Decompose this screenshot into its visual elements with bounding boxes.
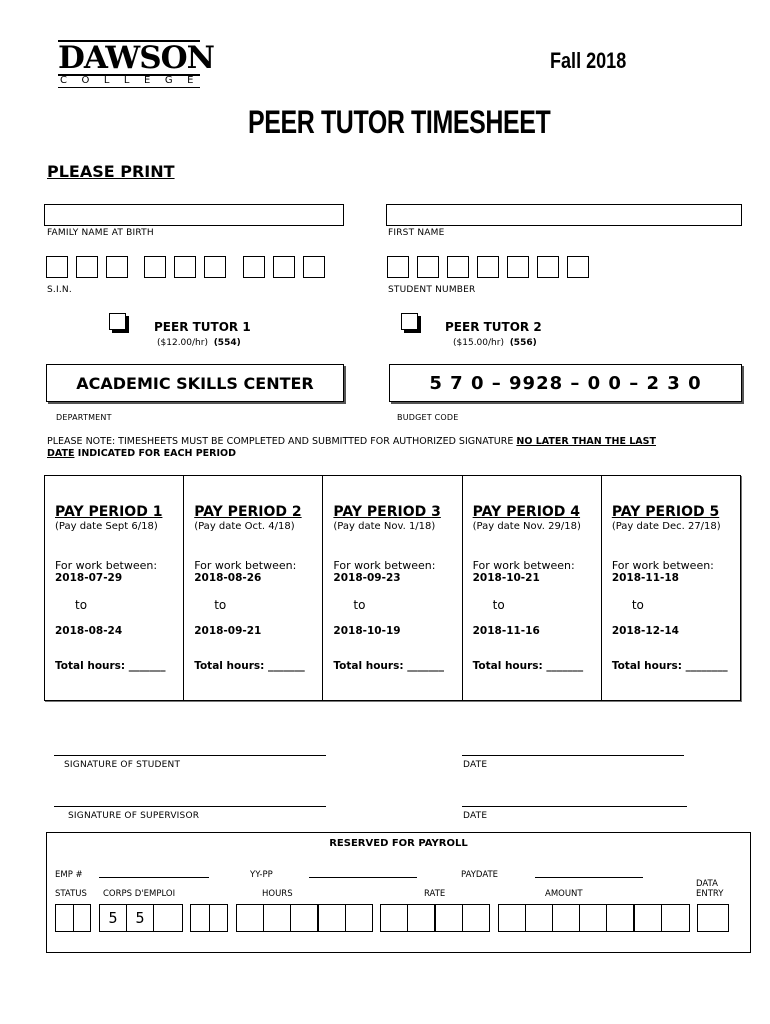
hours-box[interactable]	[291, 905, 319, 931]
work-between-label: For work between:	[55, 559, 158, 572]
student-number-label: STUDENT NUMBER	[388, 285, 476, 295]
emp-number-label: EMP #	[55, 870, 83, 880]
sin-digit-box[interactable]	[273, 256, 295, 278]
status-box[interactable]	[56, 905, 74, 931]
peer-tutor-2-code: (556)	[509, 338, 537, 348]
hours-box[interactable]	[237, 905, 264, 931]
pay-date: (Pay date Dec. 27/18)	[611, 521, 721, 532]
note-text: PLEASE NOTE: TIMESHEETS MUST BE COMPLETED AND SUBMITTED FOR AUTHORIZED SIGNATURE	[47, 436, 517, 447]
paydate-line[interactable]	[535, 877, 643, 878]
pay-date: (Pay date Nov. 29/18)	[472, 521, 581, 532]
department-value: ACADEMIC SKILLS CENTER	[46, 364, 344, 402]
first-name-label: FIRST NAME	[388, 228, 445, 238]
work-between-label: For work between:	[194, 559, 297, 572]
rate-box[interactable]	[463, 905, 489, 931]
note-emphasis-2: DATE	[47, 448, 75, 459]
sin-digit-box[interactable]	[46, 256, 68, 278]
corps-emploi-extra-boxes	[190, 904, 228, 932]
family-name-input[interactable]	[44, 204, 344, 226]
peer-tutor-1-code: (554)	[213, 338, 241, 348]
work-between-label: For work between:	[472, 559, 575, 572]
total-hours-field[interactable]: Total hours: _______	[194, 660, 305, 672]
peer-tutor-1-rate-value: ($12.00/hr)	[157, 338, 208, 348]
supervisor-date-line[interactable]	[462, 806, 687, 807]
corps-emploi-box: 5	[100, 905, 127, 931]
peer-tutor-2-checkbox[interactable]	[401, 313, 418, 330]
paydate-label: PAYDATE	[461, 870, 499, 880]
period-end-date: 2018-10-19	[333, 625, 401, 637]
amount-label: AMOUNT	[545, 889, 583, 899]
pay-periods-table	[44, 475, 741, 701]
peer-tutor-1-checkbox[interactable]	[109, 313, 126, 330]
student-number-digit-box[interactable]	[387, 256, 409, 278]
total-hours-field[interactable]: Total hours: _______	[55, 660, 166, 672]
student-date-line[interactable]	[462, 755, 684, 756]
pay-period-title: PAY PERIOD 4	[472, 504, 581, 520]
pay-period-title: PAY PERIOD 3	[333, 504, 441, 520]
peer-tutor-2-label: PEER TUTOR 2	[445, 320, 542, 334]
sin-digit-box[interactable]	[303, 256, 325, 278]
sin-digit-box[interactable]	[204, 256, 226, 278]
sin-digit-box[interactable]	[174, 256, 196, 278]
work-between-label: For work between:	[333, 559, 436, 572]
note-suffix: INDICATED FOR EACH PERIOD	[74, 448, 236, 459]
rate-box[interactable]	[408, 905, 436, 931]
pay-period-2	[184, 476, 323, 700]
amount-box[interactable]	[553, 905, 580, 931]
work-between-label: For work between:	[611, 559, 714, 572]
period-start-date: 2018-08-26	[194, 572, 262, 584]
corps-emploi-box[interactable]	[154, 905, 182, 931]
student-number-digit-box[interactable]	[447, 256, 469, 278]
corps-emploi-box: 5	[127, 905, 154, 931]
data-entry-box[interactable]	[697, 904, 729, 932]
period-end-date: 2018-09-21	[194, 625, 262, 637]
to-label: to	[631, 598, 644, 612]
supervisor-signature-line[interactable]	[54, 806, 326, 807]
budget-code-value: 5 7 0 – 9928 – 0 0 – 2 3 0	[389, 364, 742, 402]
note-emphasis-1: NO LATER THAN THE LAST	[516, 436, 656, 447]
department-label: DEPARTMENT	[56, 413, 112, 422]
period-end-date: 2018-08-24	[55, 625, 123, 637]
hours-box[interactable]	[264, 905, 291, 931]
hours-boxes	[236, 904, 373, 932]
pay-date: (Pay date Sept 6/18)	[55, 521, 158, 532]
to-label: to	[492, 598, 505, 612]
corps-emploi-boxes	[99, 904, 183, 932]
emp-number-line[interactable]	[99, 877, 209, 878]
please-print-label: PLEASE PRINT	[47, 162, 175, 181]
first-name-input[interactable]	[386, 204, 742, 226]
rate-boxes	[380, 904, 490, 932]
status-box[interactable]	[74, 905, 90, 931]
status-label: STATUS	[55, 889, 87, 899]
rate-box[interactable]	[381, 905, 408, 931]
peer-tutor-1-label: PEER TUTOR 1	[154, 320, 251, 334]
college-logo-subtitle: COLLEGE	[60, 75, 208, 86]
student-number-digit-box[interactable]	[417, 256, 439, 278]
yy-pp-label: YY-PP	[250, 870, 273, 880]
corps-emploi-box[interactable]	[210, 905, 227, 931]
sin-digit-box[interactable]	[144, 256, 166, 278]
to-label: to	[75, 598, 88, 612]
college-logo: DAWSON	[58, 40, 214, 76]
peer-tutor-2-rate-value: ($15.00/hr)	[453, 338, 504, 348]
yy-pp-line[interactable]	[309, 877, 417, 878]
budget-code-label: BUDGET CODE	[397, 413, 459, 422]
amount-box[interactable]	[499, 905, 526, 931]
term-label: Fall 2018	[550, 48, 627, 73]
pay-date: (Pay date Oct. 4/18)	[194, 521, 295, 532]
pay-period-4	[463, 476, 602, 700]
amount-box[interactable]	[526, 905, 553, 931]
total-hours-field[interactable]: Total hours: ________	[611, 660, 728, 672]
pay-period-title: PAY PERIOD 1	[55, 504, 163, 520]
peer-tutor-1-rate	[157, 338, 241, 348]
amount-boxes	[498, 904, 690, 932]
corps-emploi-label: CORPS D'EMPLOI	[103, 889, 176, 899]
payroll-title: RESERVED FOR PAYROLL	[329, 838, 468, 849]
data-entry-label: DATA ENTRY	[696, 879, 724, 899]
amount-box[interactable]	[607, 905, 635, 931]
total-hours-field[interactable]: Total hours: _______	[333, 660, 444, 672]
pay-period-title: PAY PERIOD 5	[611, 504, 720, 520]
hours-box[interactable]	[346, 905, 372, 931]
student-number-digit-box[interactable]	[537, 256, 559, 278]
sin-digit-box[interactable]	[76, 256, 98, 278]
period-start-date: 2018-07-29	[55, 572, 123, 584]
period-end-date: 2018-12-14	[611, 625, 679, 637]
payroll-section	[46, 832, 751, 953]
pay-period-title: PAY PERIOD 2	[194, 504, 302, 520]
student-signature-label: SIGNATURE OF STUDENT	[64, 760, 181, 770]
period-start-date: 2018-09-23	[333, 572, 401, 584]
student-number-digit-box[interactable]	[567, 256, 589, 278]
student-number-digit-box[interactable]	[477, 256, 499, 278]
pay-period-1	[45, 476, 184, 700]
peer-tutor-2-rate	[453, 338, 537, 348]
hours-label: HOURS	[262, 889, 293, 899]
pay-period-5	[602, 476, 740, 700]
hours-box[interactable]	[319, 905, 346, 931]
corps-emploi-box[interactable]	[191, 905, 210, 931]
supervisor-date-label: DATE	[463, 811, 488, 821]
amount-box[interactable]	[662, 905, 689, 931]
sin-label: S.I.N.	[47, 285, 72, 295]
family-name-label: FAMILY NAME AT BIRTH	[47, 228, 154, 238]
to-label: to	[353, 598, 366, 612]
rate-label: RATE	[424, 889, 446, 899]
to-label: to	[214, 598, 227, 612]
pay-period-3	[323, 476, 462, 700]
student-date-label: DATE	[463, 760, 488, 770]
rate-box[interactable]	[436, 905, 463, 931]
period-end-date: 2018-11-16	[472, 625, 540, 637]
sin-digit-box[interactable]	[106, 256, 128, 278]
status-boxes	[55, 904, 91, 932]
period-start-date: 2018-10-21	[472, 572, 540, 584]
amount-box[interactable]	[635, 905, 662, 931]
student-number-digit-box[interactable]	[507, 256, 529, 278]
submission-note	[47, 436, 737, 460]
student-signature-line[interactable]	[54, 755, 326, 756]
sin-digit-box[interactable]	[243, 256, 265, 278]
amount-box[interactable]	[580, 905, 607, 931]
page-title: PEER TUTOR TIMESHEET	[248, 104, 551, 140]
period-start-date: 2018-11-18	[611, 572, 679, 584]
total-hours-field[interactable]: Total hours: _______	[472, 660, 584, 672]
pay-date: (Pay date Nov. 1/18)	[333, 521, 436, 532]
supervisor-signature-label: SIGNATURE OF SUPERVISOR	[68, 811, 200, 821]
